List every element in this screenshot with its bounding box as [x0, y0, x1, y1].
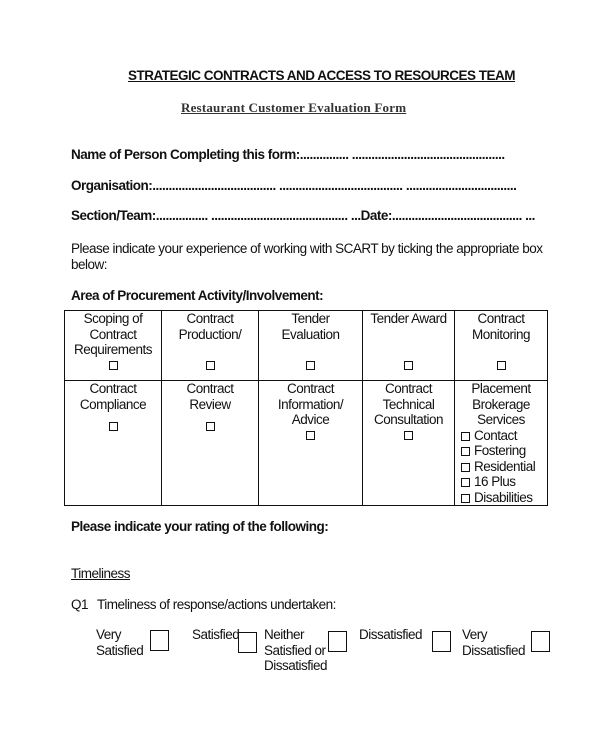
option-very-satisfied-label: Very Satisfied [96, 627, 144, 658]
form-title: Restaurant Customer Evaluation Form [181, 100, 407, 115]
checkbox[interactable] [206, 361, 215, 370]
checkbox[interactable] [206, 422, 215, 431]
activity-table [64, 310, 548, 506]
section-timeliness: Timeliness [71, 566, 131, 581]
area-heading: Area of Procurement Activity/Involvement: [71, 288, 324, 303]
option-dissatisfied-label: Dissatisfied [359, 627, 423, 642]
checkbox[interactable] [109, 422, 118, 431]
checkbox[interactable] [404, 431, 413, 440]
name-field[interactable]: Name of Person Completing this form:............... ............................................... [71, 147, 505, 162]
activity-technical[interactable]: Contract Technical Consultation [363, 381, 455, 506]
option-dissatisfied-checkbox[interactable] [432, 631, 451, 652]
instructions: Please indicate your experience of working with SCART by ticking the appropriate box [71, 241, 543, 256]
placement-option[interactable]: Contact [457, 428, 545, 444]
checkbox[interactable] [461, 432, 470, 441]
option-satisfied-checkbox[interactable] [238, 632, 257, 653]
activity-placement: Placement Brokerage Services Contact Fostering Residential 16 Plus Disabilities [455, 381, 548, 506]
checkbox[interactable] [461, 463, 470, 472]
placement-option[interactable]: 16 Plus [457, 474, 545, 490]
activity-monitoring[interactable]: Contract Monitoring [455, 311, 548, 381]
placement-option[interactable]: Fostering [457, 443, 545, 459]
organisation-field[interactable]: Organisation:...................................... ...................................... .................................. [71, 178, 517, 193]
activity-information[interactable]: Contract Information/ Advice [259, 381, 363, 506]
option-satisfied-label: Satisfied [192, 627, 240, 642]
checkbox[interactable] [461, 447, 470, 456]
activity-compliance[interactable]: Contract Compliance [65, 381, 162, 506]
question-text: Timeliness of response/actions undertaken: [97, 597, 336, 612]
rating-heading: Please indicate your rating of the following: [71, 519, 329, 534]
activity-production[interactable]: Contract Production/ [162, 311, 259, 381]
checkbox[interactable] [404, 361, 413, 370]
option-very-satisfied-checkbox[interactable] [150, 630, 169, 651]
instructions-cont: below: [71, 257, 108, 272]
checkbox[interactable] [306, 431, 315, 440]
activity-tender-award[interactable]: Tender Award [363, 311, 455, 381]
placement-option[interactable]: Residential [457, 459, 545, 475]
checkbox[interactable] [497, 361, 506, 370]
activity-scoping[interactable]: Scoping of Contract Requirements [65, 311, 162, 381]
checkbox[interactable] [461, 478, 470, 487]
checkbox[interactable] [109, 361, 118, 370]
checkbox[interactable] [461, 494, 470, 503]
option-very-dissatisfied-label: Very Dissatisfied [462, 627, 526, 658]
activity-tender-evaluation[interactable]: Tender Evaluation [259, 311, 363, 381]
checkbox[interactable] [306, 361, 315, 370]
question-number: Q1 [71, 597, 89, 612]
option-neither-label: Neither Satisfied or Dissatisfied [264, 627, 328, 673]
option-very-dissatisfied-checkbox[interactable] [531, 631, 550, 652]
activity-review[interactable]: Contract Review [162, 381, 259, 506]
section-date-field[interactable]: Section/Team:................ .......................................... ...Date:........................................ ... [71, 208, 535, 223]
placement-option[interactable]: Disabilities [457, 490, 545, 506]
option-neither-checkbox[interactable] [328, 631, 347, 652]
team-title: STRATEGIC CONTRACTS AND ACCESS TO RESOURCES TEAM [128, 68, 516, 83]
